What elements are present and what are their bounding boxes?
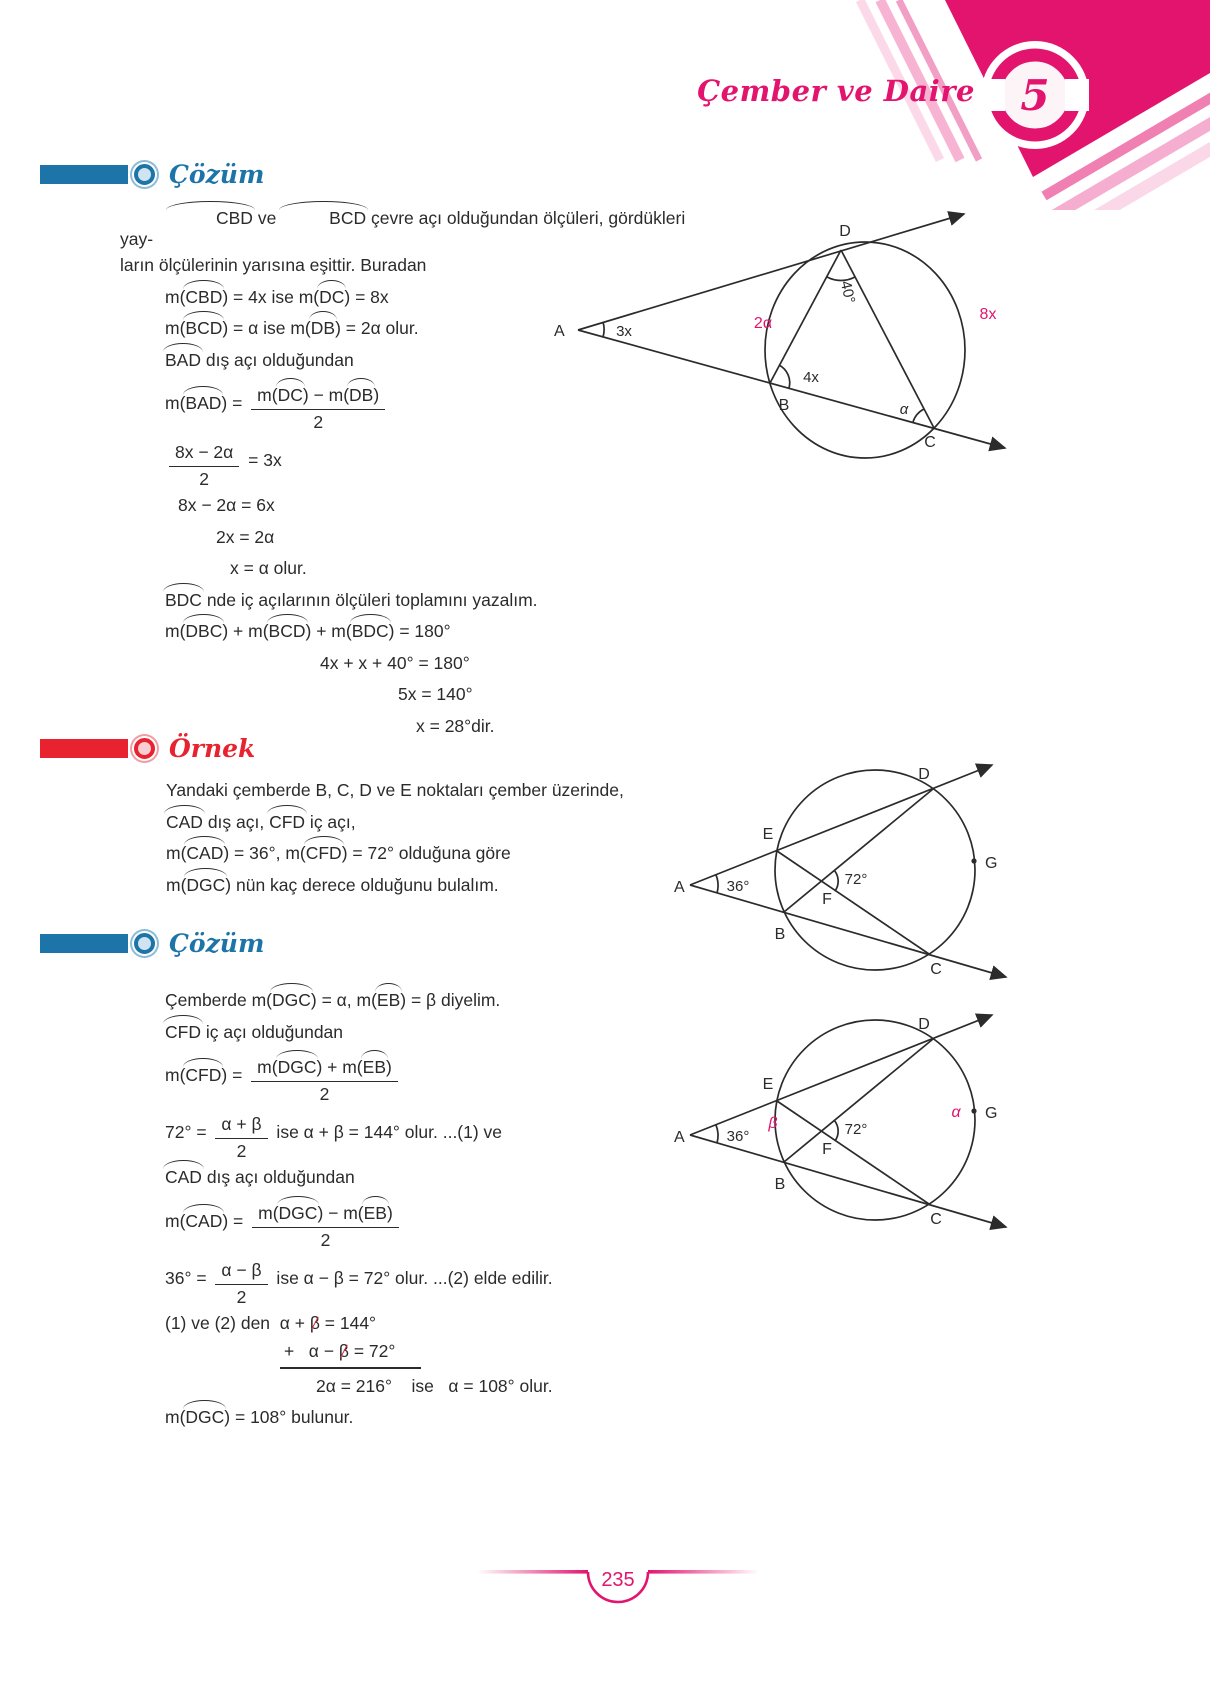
heading-label: Örnek — [169, 733, 256, 763]
fraction: $\frac{m(DC) - m(DB)}{2}$ — [251, 376, 385, 433]
point-label-G: G — [985, 855, 998, 872]
ray-A-C — [578, 330, 1005, 448]
text-line: m(BCD) = α ise m(DB) = 2α olur. — [165, 318, 419, 339]
point-label-A: A — [674, 879, 685, 896]
arc-notation: CAD — [165, 1167, 202, 1188]
arc-notation: DGC — [271, 990, 311, 1011]
chord-B-D — [784, 1039, 933, 1162]
arc-label-beta: β — [768, 1115, 778, 1132]
point-label-B: B — [774, 926, 786, 943]
arc-notation: CFD — [185, 1065, 222, 1086]
angle-mark-A — [716, 1125, 718, 1143]
diagram-exterior-angle-1 — [548, 200, 1014, 477]
arc-label-2alpha: 2α — [753, 315, 773, 332]
point-label-A: A — [554, 323, 565, 340]
text-line: ların ölçülerinin yarısına eşittir. Buradan — [120, 255, 427, 276]
text-line: BDC nde iç açılarının ölçüleri toplamını yazalım. — [165, 589, 538, 610]
point-label-F: F — [822, 891, 832, 908]
text-line: m(CAD) = 36°, m(CFD) = 72° olduğuna göre — [166, 843, 511, 864]
text-line: m(CAD) = $\frac{\text{m(DGC) − m(EB)}}{2}$ — [165, 1194, 710, 1251]
chord-E-C — [774, 1101, 929, 1204]
target-ring-icon — [134, 738, 155, 759]
arc-notation: CAD — [166, 811, 203, 832]
point-label-D: D — [918, 1016, 930, 1033]
angle-label-alpha: α — [899, 401, 909, 418]
footer-line-left — [477, 1570, 588, 1574]
angle-label-4x: 4x — [803, 369, 819, 386]
point-label-D: D — [918, 766, 930, 783]
arc-notation: BDC — [165, 589, 202, 610]
chord-E-C — [774, 851, 929, 954]
chord-B-D — [784, 789, 933, 912]
diagram-two-secants-2 — [672, 1008, 1014, 1248]
arc-notation: DGC — [277, 1057, 317, 1077]
arc-notation: CFD — [269, 811, 306, 832]
chapter-title: Çember ve Daire — [697, 74, 975, 108]
text-line: m(BAD) = $\frac{m(DC) - m(DB)}{2}$ — [165, 376, 710, 433]
footer-page-badge — [455, 1548, 775, 1618]
text-line: m(DGC) nün kaç derece olduğunu bulalım. — [166, 874, 499, 895]
arc-notation: DB — [349, 385, 374, 405]
arc-notation: EB — [363, 1202, 387, 1223]
text-line: Çemberde m(DGC) = α, m(EB) = β diyelim. — [165, 990, 501, 1011]
point-label-E: E — [762, 1076, 774, 1093]
text-line: BAD dış açı olduğundan — [165, 349, 354, 370]
text-line: 5x = 140° — [398, 684, 473, 705]
angle-label-40: 40° — [836, 279, 859, 305]
text-line: x = α olur. — [230, 558, 307, 579]
text-line: 8x − 2α = 6x — [178, 495, 275, 516]
circle — [765, 242, 965, 458]
solution-2-content — [120, 985, 710, 1434]
point-G-dot — [971, 858, 976, 863]
angle-mark-A — [716, 875, 718, 893]
angle-label-3x: 3x — [616, 323, 632, 340]
arc-notation: CBD — [168, 208, 253, 228]
text-line: m(DBC) + m(BCD) + m(BDC) = 180° — [165, 621, 451, 642]
point-label-B: B — [774, 1176, 786, 1193]
angle-mark-F — [834, 1120, 838, 1141]
fraction: $\frac{8x - 2\alpha}{2}$ — [169, 433, 239, 490]
text-line: + α − β = 72° — [280, 1339, 710, 1371]
text-line: m(CBD) = 4x ise m(DC) = 8x — [165, 286, 389, 307]
heading-bar — [40, 739, 128, 758]
struck-symbol: β — [309, 1312, 320, 1333]
text-line: CBD ve BCD çevre açı olduğundan ölçüleri, gördükleri yay- — [120, 208, 686, 249]
arc-notation: DGC — [278, 1202, 318, 1223]
badge-notch-right — [1065, 79, 1089, 111]
angle-mark-B — [779, 365, 790, 388]
text-line: x = 28°dir. — [416, 715, 495, 736]
fraction: $\frac{\alpha - \beta}{2}$ — [215, 1251, 267, 1308]
point-label-C: C — [924, 434, 936, 451]
struck-symbol: β — [338, 1340, 349, 1361]
text-line: 72° = $\frac{\alpha + \beta}{2}$ ise α + β = 144° olur. ...(1) ve — [165, 1105, 710, 1162]
text-line: 36° = $\frac{\alpha - \beta}{2}$ ise α − β = 72° olur. ...(2) elde edilir. — [165, 1251, 710, 1308]
arc-notation: CFD — [305, 843, 342, 864]
arc-notation: CAD — [186, 843, 224, 864]
section-heading-solution-2 — [40, 929, 264, 957]
point-label-C: C — [930, 961, 942, 978]
point-label-G: G — [985, 1105, 998, 1122]
heading-label: Çözüm — [169, 928, 265, 958]
badge-notch-left — [981, 79, 1005, 111]
angle-label-36: 36° — [726, 878, 750, 895]
arc-notation: EB — [362, 1057, 386, 1077]
text-line: 2α = 216° ise α = 108° olur. — [316, 1375, 553, 1396]
heading-label: Çözüm — [169, 159, 265, 189]
target-ring-icon — [134, 164, 155, 185]
text-line: CAD dış açı olduğundan — [165, 1167, 355, 1188]
text-line: CFD iç açı olduğundan — [165, 1021, 344, 1042]
angle-mark-F — [834, 870, 838, 891]
text-line: m(DGC) = 108° bulunur. — [165, 1407, 354, 1428]
arc-notation: DGC — [186, 874, 226, 895]
heading-bar — [40, 934, 128, 953]
text-line: (1) ve (2) den α + β = 144° — [165, 1312, 377, 1333]
point-label-B: B — [778, 397, 790, 414]
point-label-F: F — [822, 1141, 832, 1158]
text-line: 2x = 2α — [216, 526, 275, 547]
page-number: 235 — [601, 1569, 635, 1591]
angle-mark-A — [603, 322, 604, 337]
arc-notation: CBD — [185, 286, 223, 307]
arc-notation: EB — [376, 990, 401, 1011]
arc-notation: CFD — [165, 1021, 201, 1042]
fraction: $\frac{\alpha + \beta}{2}$ — [215, 1105, 267, 1162]
arc-notation: BAD — [165, 349, 201, 370]
point-label-C: C — [930, 1211, 942, 1228]
ray-A-E-D — [690, 1015, 992, 1135]
arc-notation: BCD — [281, 208, 366, 228]
arc-notation: DC — [319, 286, 345, 307]
section-heading-example — [40, 734, 255, 762]
arc-label-8x: 8x — [979, 306, 997, 323]
point-label-E: E — [762, 826, 774, 843]
angle-label-72: 72° — [844, 1121, 868, 1138]
arc-notation: BAD — [185, 393, 222, 414]
chapter-number: 5 — [1020, 71, 1050, 120]
footer-line-right — [648, 1570, 759, 1574]
arc-label-alpha: α — [951, 1104, 961, 1121]
point-label-A: A — [674, 1129, 685, 1146]
angle-mark-C — [913, 409, 924, 422]
text-line: $\frac{8x - 2\alpha}{2}$ = 3x — [165, 433, 710, 490]
arc-notation: DGC — [185, 1407, 225, 1428]
section-heading-solution-1 — [40, 160, 264, 188]
ray-A-E-D — [690, 765, 992, 885]
arc-notation: BDC — [351, 621, 389, 642]
arc-notation: BCD — [268, 621, 306, 642]
arc-notation: DB — [310, 318, 336, 339]
text-line: m(CFD) = $\frac{\text{m(DGC) + m(EB)}}{2}$ — [165, 1048, 710, 1105]
angle-label-36: 36° — [726, 1128, 750, 1145]
target-ring-icon — [134, 933, 155, 954]
arc-notation: DC — [277, 385, 303, 405]
point-label-D: D — [839, 223, 851, 240]
fraction: $\frac{\text{m(DGC) + m(EB)}}{2}$ — [251, 1048, 398, 1105]
heading-bar — [40, 165, 128, 184]
fraction: $\frac{\text{m(DGC) − m(EB)}}{2}$ — [252, 1194, 399, 1251]
point-G-dot — [971, 1108, 976, 1113]
angle-label-72: 72° — [844, 871, 868, 888]
arc-notation: BCD — [185, 318, 223, 339]
text-line: 4x + x + 40° = 180° — [320, 652, 470, 673]
text-line: Yandaki çemberde B, C, D ve E noktaları çember üzerinde, — [166, 780, 624, 801]
arc-notation: CAD — [185, 1210, 223, 1231]
example-content — [166, 775, 711, 901]
diagram-two-secants-1 — [672, 758, 1014, 993]
text-line: CAD dış açı, CFD iç açı, — [166, 811, 356, 832]
chord-D-C — [841, 250, 934, 428]
arc-notation: DBC — [185, 621, 223, 642]
